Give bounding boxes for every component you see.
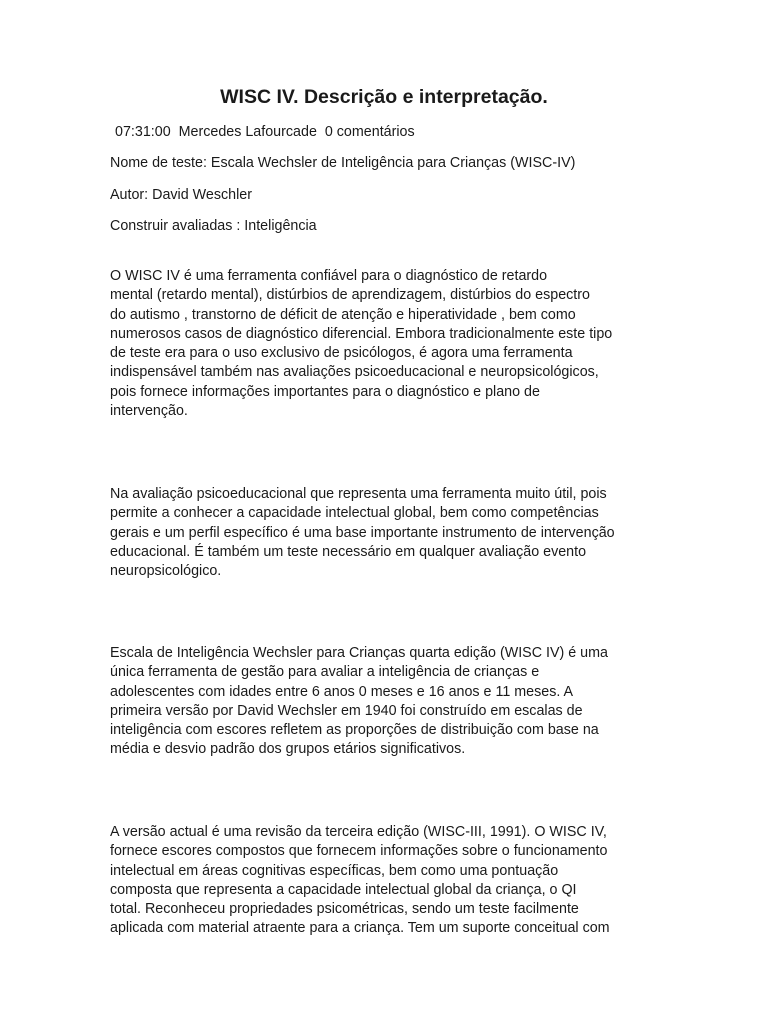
post-comments-count: 0 comentários	[324, 124, 415, 140]
paragraph-line: inteligência com escores refletem as proporções de distribuição com base na	[110, 722, 599, 739]
paragraph-line: permite a conhecer a capacidade intelectual global, bem como competências	[110, 505, 599, 522]
author-field: Autor: David Weschler	[110, 187, 252, 203]
paragraph-line: intervenção.	[110, 403, 188, 420]
paragraph-line: gerais e um perfil específico é uma base importante instrumento de intervenção	[110, 524, 615, 541]
post-meta	[115, 123, 415, 142]
paragraph-line: Na avaliação psicoeducacional que representa uma ferramenta muito útil, pois	[110, 486, 607, 502]
paragraph-line: aplicada com material atraente para a criança. Tem um suporte conceitual com	[110, 920, 610, 937]
paragraph-3	[110, 644, 670, 760]
paragraph-line: fornece escores compostos que fornecem informações sobre o funcionamento	[110, 843, 608, 860]
paragraph-line: primeira versão por David Wechsler em 1940 foi construído em escalas de	[110, 702, 583, 719]
paragraph-line: composta que representa a capacidade intelectual global da criança, o QI	[110, 881, 577, 898]
paragraph-line: mental (retardo mental), distúrbios de aprendizagem, distúrbios do espectro	[110, 287, 590, 304]
test-name-field: Nome de teste: Escala Wechsler de Inteligência para Crianças (WISC-IV)	[110, 155, 576, 171]
paragraph-line: intelectual em áreas cognitivas específicas, bem como uma pontuação	[110, 862, 559, 879]
paragraph-line: pois fornece informações importantes para o diagnóstico e plano de	[110, 383, 540, 400]
paragraph-2	[110, 485, 670, 581]
paragraph-line: de teste era para o uso exclusivo de psicólogos, é agora uma ferramenta	[110, 345, 573, 362]
paragraph-line: neuropsicológico.	[110, 563, 222, 580]
paragraph-line: do autismo , transtorno de déficit de atenção e hiperatividade , bem como	[110, 306, 576, 323]
paragraph-line: adolescentes com idades entre 6 anos 0 meses e 16 anos e 11 meses. A	[110, 683, 574, 700]
paragraph-line: média e desvio padrão dos grupos etários significativos.	[110, 741, 466, 758]
paragraph-line: numerosos casos de diagnóstico diferencial. Embora tradicionalmente este tipo	[110, 325, 613, 342]
paragraph-line: A versão actual é uma revisão da terceira edição (WISC-III, 1991). O WISC IV,	[110, 824, 607, 840]
paragraph-line: total. Reconheceu propriedades psicométricas, sendo um teste facilmente	[110, 901, 579, 918]
construct-field: Construir avaliadas : Inteligência	[110, 218, 317, 234]
post-author: Mercedes Lafourcade	[178, 124, 317, 140]
paragraph-1	[110, 267, 670, 421]
post-time: 07:31:00	[115, 124, 171, 140]
paragraph-line: única ferramenta de gestão para avaliar a inteligência de crianças e	[110, 664, 540, 681]
paragraph-line: Escala de Inteligência Wechsler para Crianças quarta edição (WISC IV) é uma	[110, 645, 608, 661]
paragraph-line: educacional. É também um teste necessário em qualquer avaliação evento	[110, 543, 587, 560]
paragraph-line: indispensável também nas avaliações psicoeducacional e neuropsicológicos,	[110, 364, 599, 381]
paragraph-line: O WISC IV é uma ferramenta confiável para o diagnóstico de retardo	[110, 268, 548, 284]
document-title: WISC IV. Descrição e interpretação.	[220, 86, 548, 108]
paragraph-4	[110, 823, 670, 939]
